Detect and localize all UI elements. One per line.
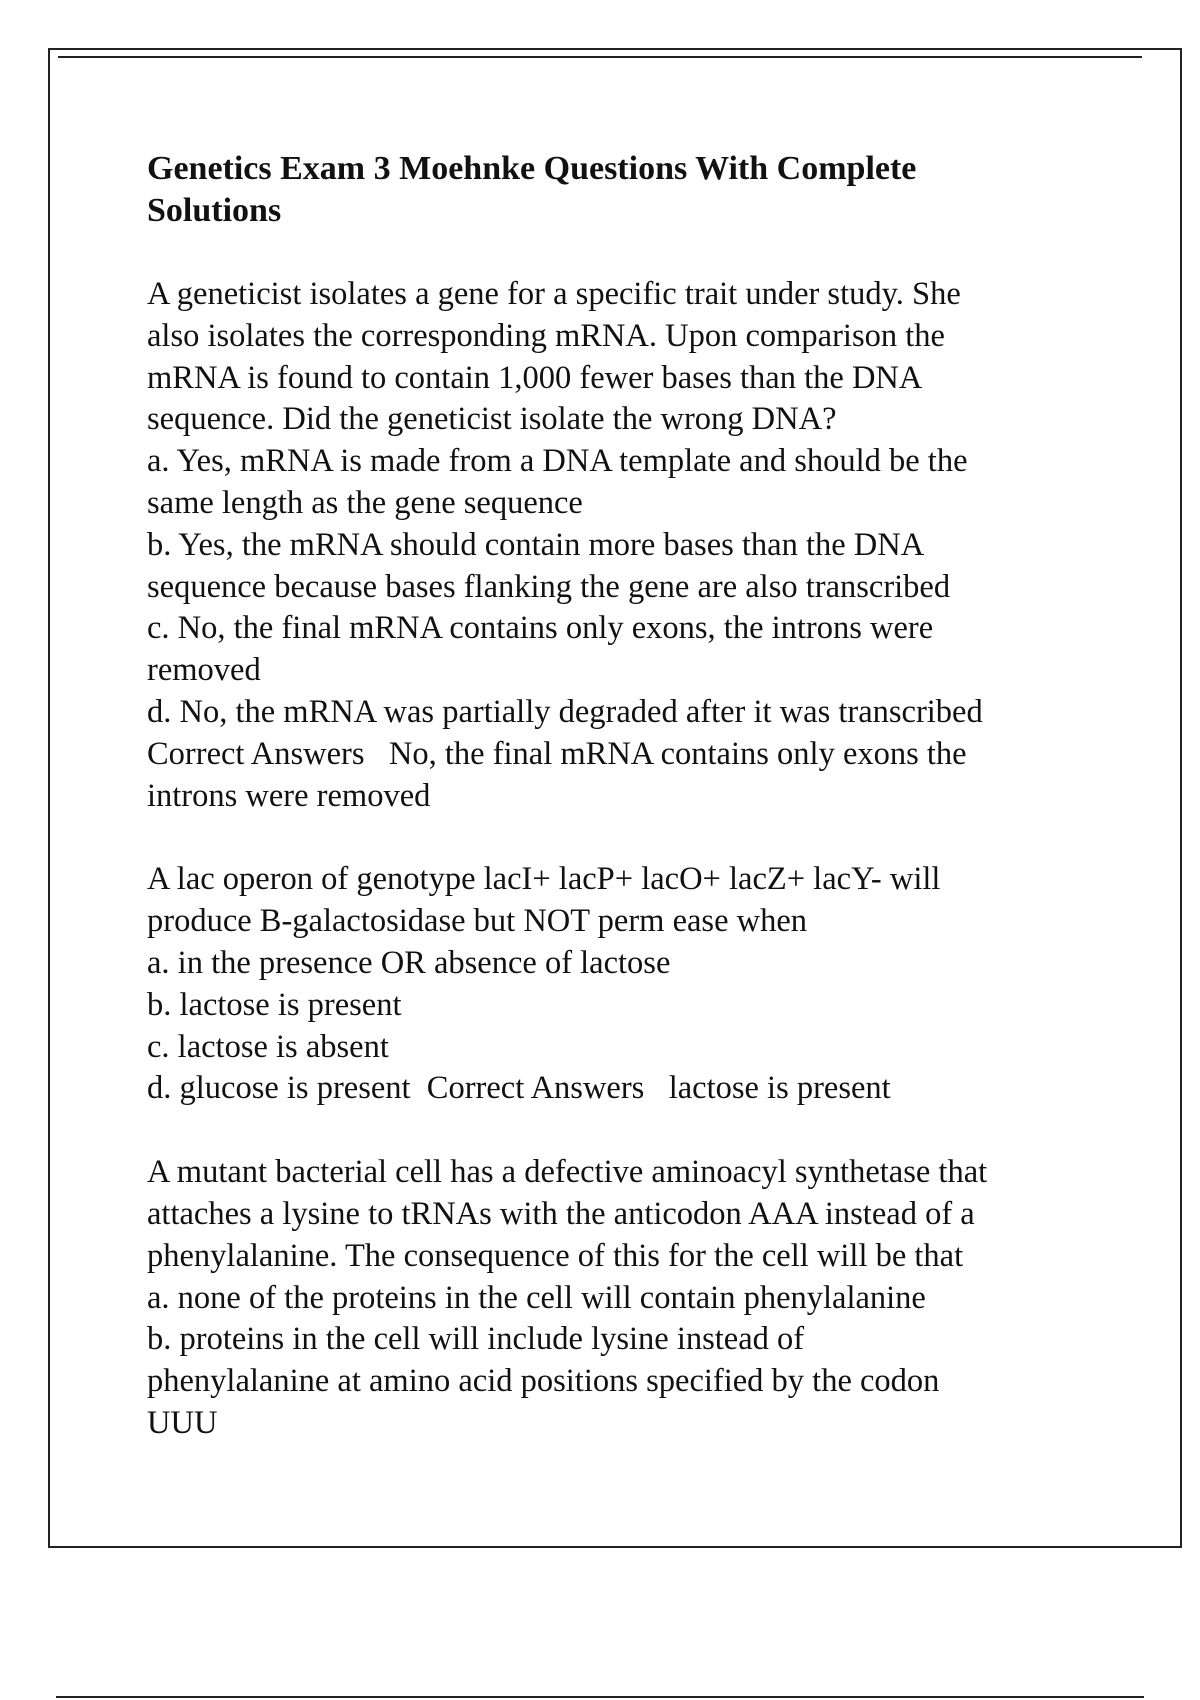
- document-content: [147, 148, 1137, 1487]
- option-line: b. proteins in the cell will include lysine instead of: [147, 1321, 805, 1358]
- question-line: mRNA is found to contain 1,000 fewer bases than the DNA: [147, 359, 923, 396]
- page-frame: [48, 48, 1182, 1548]
- document-title: [147, 148, 1137, 232]
- question-line: also isolates the corresponding mRNA. Upon comparison the: [147, 317, 945, 354]
- question-3: [147, 1152, 1137, 1445]
- answer-line: Correct Answers No, the final mRNA contains only exons the: [147, 735, 967, 772]
- option-line: a. Yes, mRNA is made from a DNA template and should be the: [147, 443, 968, 480]
- option-line: b. Yes, the mRNA should contain more bases than the DNA: [147, 526, 925, 563]
- option-line: c. No, the final mRNA contains only exons, the introns were: [147, 610, 934, 647]
- bottom-rule: [56, 1696, 1144, 1698]
- option-line: phenylalanine at amino acid positions specified by the codon: [147, 1363, 940, 1400]
- question-line: A mutant bacterial cell has a defective aminoacyl synthetase that: [147, 1154, 988, 1191]
- option-line: b. lactose is present: [147, 986, 402, 1023]
- option-line: sequence because bases flanking the gene are also transcribed: [147, 568, 951, 605]
- question-2: [147, 859, 1137, 1110]
- title-line: Solutions: [147, 192, 282, 229]
- option-line: removed: [147, 652, 261, 689]
- option-line: a. in the presence OR absence of lactose: [147, 944, 671, 981]
- option-line: a. none of the proteins in the cell will contain phenylalanine: [147, 1279, 926, 1316]
- question-line: produce B-galactosidase but NOT perm ease when: [147, 903, 808, 940]
- option-line: UUU: [147, 1404, 218, 1441]
- question-line: attaches a lysine to tRNAs with the anticodon AAA instead of a: [147, 1195, 975, 1232]
- top-rule: [58, 56, 1142, 58]
- option-line: c. lactose is absent: [147, 1028, 389, 1065]
- question-line: sequence. Did the geneticist isolate the wrong DNA?: [147, 401, 837, 438]
- answer-line: introns were removed: [147, 777, 431, 814]
- question-line: phenylalanine. The consequence of this for the cell will be that: [147, 1237, 964, 1274]
- title-line: Genetics Exam 3 Moehnke Questions With Complete: [147, 150, 917, 187]
- question-line: A geneticist isolates a gene for a specific trait under study. She: [147, 276, 961, 312]
- question-1: [147, 274, 1137, 817]
- option-line: d. No, the mRNA was partially degraded after it was transcribed: [147, 693, 983, 730]
- option-line: same length as the gene sequence: [147, 484, 583, 521]
- answer-line: d. glucose is present Correct Answers lactose is present: [147, 1070, 891, 1107]
- question-line: A lac operon of genotype lacI+ lacP+ lacO+ lacZ+ lacY- will: [147, 861, 941, 898]
